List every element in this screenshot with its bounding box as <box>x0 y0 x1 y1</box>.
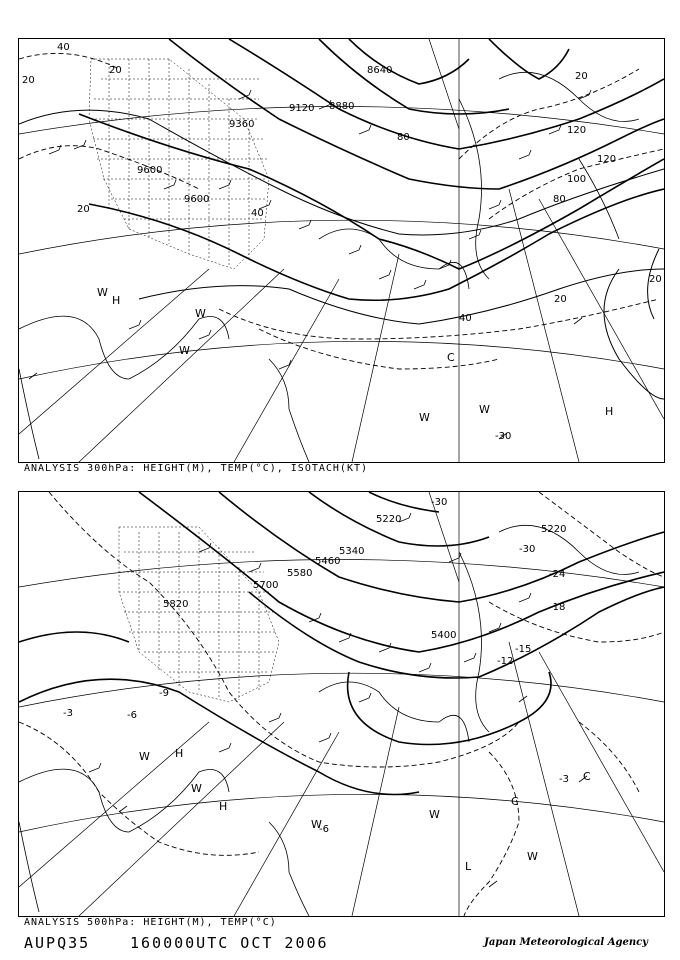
isotherm-label: -12 <box>497 656 514 667</box>
height-label: 9600 <box>137 165 163 176</box>
pressure-center-label: W <box>97 286 108 299</box>
isotach-label: 120 <box>567 125 587 136</box>
pressure-center-label: H <box>605 405 614 418</box>
height-label: 9360 <box>229 119 255 130</box>
coastline <box>19 72 639 462</box>
isotherm-label: -30 <box>431 497 448 508</box>
map-500hpa-drawing <box>19 492 664 916</box>
pressure-center-label: W <box>191 782 202 795</box>
isotach-label: 80 <box>553 194 566 205</box>
isotach-label: 40 <box>459 313 472 324</box>
isotherm-label: -9 <box>159 688 169 699</box>
pressure-center-label: W <box>429 808 440 821</box>
pressure-center-label: W <box>479 403 490 416</box>
height-label: 5340 <box>339 546 365 557</box>
height-label: 5460 <box>315 556 341 567</box>
height-label: 8640 <box>367 65 393 76</box>
isotach-label: 20 <box>649 274 662 285</box>
isotach-label: 20 <box>77 204 90 215</box>
isotherm-label: -6 <box>319 824 329 835</box>
isotach-label: 80 <box>397 132 410 143</box>
height-label: 9600 <box>184 194 210 205</box>
wind-barbs <box>29 90 591 439</box>
coastline <box>19 525 639 916</box>
agency-credit: Japan Meteorological Agency <box>484 937 648 948</box>
wind-barbs <box>89 513 587 887</box>
isotherm-label: -15 <box>515 644 532 655</box>
pressure-center-label: W <box>311 818 322 831</box>
pressure-center-label: C <box>583 770 591 783</box>
pressure-center-label: H <box>219 800 228 813</box>
height-label: 9120 <box>289 103 315 114</box>
map-300hpa <box>18 38 665 463</box>
pressure-center-label: W <box>139 750 150 763</box>
panel-caption-500hpa: ANALYSIS 500hPa: HEIGHT(M), TEMP(°C) <box>24 917 277 928</box>
isotherm-label: -3 <box>63 708 73 719</box>
isotach-label: 20 <box>554 294 567 305</box>
map-500hpa <box>18 491 665 917</box>
height-contours <box>19 492 664 795</box>
height-label: 5820 <box>163 599 189 610</box>
temperature-value: -30 <box>495 431 512 442</box>
pressure-center-label: H <box>112 294 121 307</box>
pressure-center-label: W <box>527 850 538 863</box>
panel-caption-300hpa: ANALYSIS 300hPa: HEIGHT(M), TEMP(°C), ISOTACH(KT) <box>24 463 369 474</box>
height-label: 5220 <box>541 524 567 535</box>
isotherm-label: -3 <box>559 774 569 785</box>
pressure-center-label: W <box>419 411 430 424</box>
height-label: 5700 <box>253 580 279 591</box>
isotach-label: 40 <box>57 42 70 53</box>
isotach-label: 20 <box>575 71 588 82</box>
pressure-center-label: W <box>195 307 206 320</box>
isotach-label: 20 <box>109 65 122 76</box>
isotach-label: 40 <box>251 208 264 219</box>
pressure-center-label: H <box>175 747 184 760</box>
valid-time: 160000UTC OCT 2006 <box>130 934 329 952</box>
isotherm-label: -18 <box>549 602 566 613</box>
pressure-center-label: C <box>511 795 519 808</box>
pressure-center-label: C <box>447 351 455 364</box>
height-label: 5580 <box>287 568 313 579</box>
isotach-label: 100 <box>567 174 587 185</box>
pressure-center-label: L <box>465 860 472 873</box>
isotherm-label: -30 <box>519 544 536 555</box>
isotherm-label: -6 <box>127 710 137 721</box>
map-300hpa-drawing <box>19 39 664 462</box>
height-label: 5400 <box>431 630 457 641</box>
pressure-center-label: W <box>179 344 190 357</box>
height-label: 5220 <box>376 514 402 525</box>
height-label: 8880 <box>329 101 355 112</box>
chart-id: AUPQ35 <box>24 934 91 952</box>
isotach-label: 20 <box>22 75 35 86</box>
isotherm-label: -24 <box>549 569 566 580</box>
isotach-label: 120 <box>597 154 617 165</box>
isotachs <box>19 110 664 399</box>
